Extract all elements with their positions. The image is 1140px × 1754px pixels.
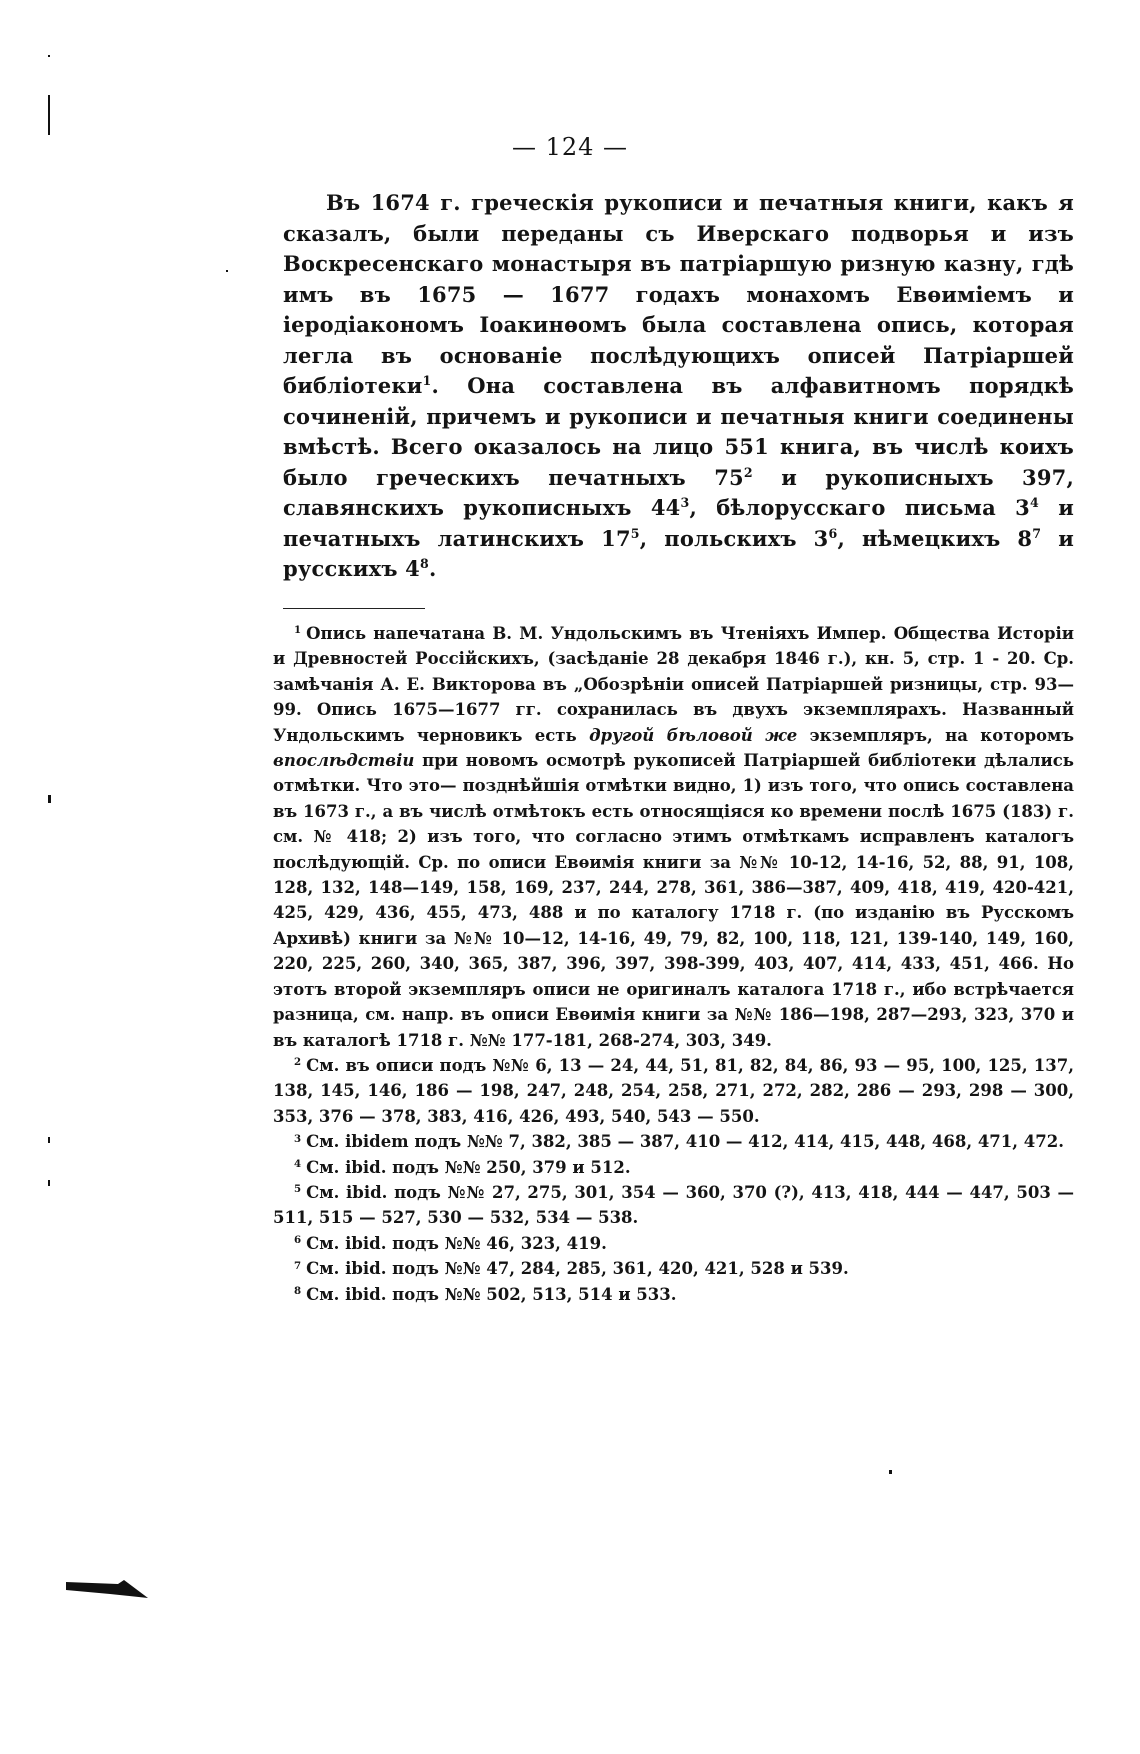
main-text-segment: , польскихъ 3	[639, 525, 829, 551]
footnote-ref[interactable]: 3	[680, 494, 690, 510]
footnote-number: 5	[294, 1183, 302, 1196]
footnote-number: 4	[294, 1157, 302, 1170]
footnote-number: 7	[294, 1259, 302, 1272]
footnote-ref[interactable]: 7	[1032, 525, 1042, 541]
footnote-text: См. ibid. подъ №№ 46, 323, 419.	[306, 1233, 607, 1253]
footnote-8	[273, 1282, 1074, 1307]
footnote-number: 6	[294, 1234, 302, 1247]
footnote-ref[interactable]: 5	[630, 525, 640, 541]
footnote-italic: другой бѣловой же	[589, 725, 798, 745]
footnote-text: См. ibidem подъ №№ 7, 382, 385 — 387, 410 — 412, 414, 415, 448, 468, 471, 472.	[306, 1132, 1064, 1152]
footnote-ref[interactable]: 2	[743, 464, 753, 480]
footnote-number: 3	[294, 1132, 302, 1145]
footnote-ref[interactable]: 1	[422, 372, 432, 388]
scan-speck	[48, 795, 51, 803]
main-text-segment: Въ 1674 г. греческія рукописи и печатныя книги, какъ я сказалъ, были переданы съ Иверскаго подворья и изъ Воскресенскаго монастыря въ патріаршую ризную казну, гдѣ имъ въ 1675 — 1677 годахъ монахомъ Евѳиміемъ и іеродіакономъ Іоакинѳомъ была составлена опись, которая легла въ основаніе послѣдующихъ описей Патріаршей библіотеки	[283, 190, 1074, 398]
footnote-4	[273, 1155, 1074, 1180]
ink-blot	[66, 1578, 148, 1600]
footnote-text: при новомъ осмотрѣ рукописей Патріаршей библіотеки дѣлались отмѣтки. Что это— позднѣйшія отмѣтки видно, 1) изъ того, что опись составлена въ 1673 г., а въ числѣ отмѣтокъ есть относящіяся ко времени послѣ 1675 (183) г. см. № 418; 2) изъ того, что согласно этимъ отмѣткамъ исправленъ каталогъ послѣдующій. Ср. по описи Евѳимія книги за №№ 10-12, 14-16, 52, 88, 91, 108, 128, 132, 148—149, 158, 169, 237, 244, 278, 361, 386—387, 409, 418, 419, 420-421, 425, 429, 436, 455, 473, 488 и по каталогу 1718 г. (по изданію въ Русскомъ Архивѣ) книги за №№ 10—12, 14-16, 49, 79, 82, 100, 118, 121, 139-140, 149, 160, 220, 225, 260, 340, 365, 387, 396, 397, 398-399, 403, 407, 414, 433, 451, 466. Но этотъ второй экземпляръ описи не оригиналъ каталога 1718 г., ибо встрѣчается разница, см. напр. въ описи Евѳимія книги за №№ 186—198, 287—293, 323, 370 и въ каталогѣ 1718 г. №№ 177-181, 268-274, 303, 349.	[273, 751, 1074, 1050]
main-paragraph	[283, 188, 1074, 585]
footnote-number: 1	[294, 624, 302, 637]
footnote-6	[273, 1231, 1074, 1256]
scan-speck	[48, 1180, 50, 1186]
footnote-number: 2	[294, 1056, 302, 1069]
footnote-divider	[283, 608, 425, 609]
main-text-segment: и рукописныхъ 397, славянскихъ рукописныхъ 44	[283, 464, 1074, 520]
footnote-ref[interactable]: 4	[1029, 494, 1039, 510]
page-number: — 124 —	[511, 133, 629, 161]
scan-speck	[48, 95, 50, 135]
footnote-ref[interactable]: 8	[420, 555, 429, 571]
scan-speck	[48, 55, 50, 57]
main-text-segment: , нѣмецкихъ 8	[837, 525, 1033, 551]
footnote-italic: впослѣдствіи	[273, 751, 415, 771]
footnote-1	[273, 621, 1074, 1053]
footnote-text: См. въ описи подъ №№ 6, 13 — 24, 44, 51, 81, 82, 84, 86, 93 — 95, 100, 125, 137, 138, 145, 146, 186 — 198, 247, 248, 254, 258, 271, 272, 282, 286 — 293, 298 — 300, 353, 376 — 378, 383, 416, 426, 493, 540, 543 — 550.	[273, 1055, 1074, 1126]
footnote-3	[273, 1129, 1074, 1154]
footnote-text: См. ibid. подъ №№ 250, 379 и 512.	[306, 1157, 631, 1177]
footnote-7	[273, 1256, 1074, 1281]
main-text-segment: , бѣлорусскаго письма 3	[689, 495, 1030, 520]
footnote-ref[interactable]: 6	[828, 525, 838, 541]
footnotes	[273, 621, 1074, 1307]
footnote-5	[273, 1180, 1074, 1231]
footnote-text: См. ibid. подъ №№ 502, 513, 514 и 533.	[306, 1284, 677, 1304]
footnote-text: См. ibid. подъ №№ 47, 284, 285, 361, 420, 421, 528 и 539.	[306, 1259, 849, 1279]
main-text-segment: и русскихъ 4	[283, 525, 1074, 581]
footnote-text: Опись напечатана В. М. Ундольскимъ въ Чтеніяхъ Импер. Общества Исторіи и Древностей Россійскихъ, (засѣданіе 28 декабря 1846 г.), кн. 5, стр. 1 - 20. Ср. замѣчанія А. Е. Викторова въ „Обозрѣніи описей Патріаршей ризницы, стр. 93—99. Опись 1675—1677 гг. сохранилась въ двухъ экземплярахъ. Названный Ундольскимъ черновикъ есть	[273, 624, 1074, 745]
footnote-text: См. ibid. подъ №№ 27, 275, 301, 354 — 360, 370 (?), 413, 418, 444 — 447, 503 — 511, 515 — 527, 530 — 532, 534 — 538.	[273, 1182, 1074, 1228]
footnote-2	[273, 1053, 1074, 1129]
main-text-segment: и печатныхъ латинскихъ 17	[283, 495, 1074, 551]
footnote-number: 8	[294, 1284, 302, 1297]
main-text-segment: . Она составлена въ алфавитномъ порядкѣ сочиненій, причемъ и рукописи и печатныя книги соединены вмѣстѣ. Всего оказалось на лицо 551 книга, въ числѣ коихъ было греческихъ печатныхъ 75	[283, 373, 1074, 490]
scan-speck	[226, 270, 228, 272]
scan-speck	[889, 1470, 892, 1474]
main-text-segment: .	[428, 556, 437, 581]
footnote-text: экземпляръ, на которомъ	[797, 725, 1074, 745]
scan-speck	[48, 1137, 50, 1143]
